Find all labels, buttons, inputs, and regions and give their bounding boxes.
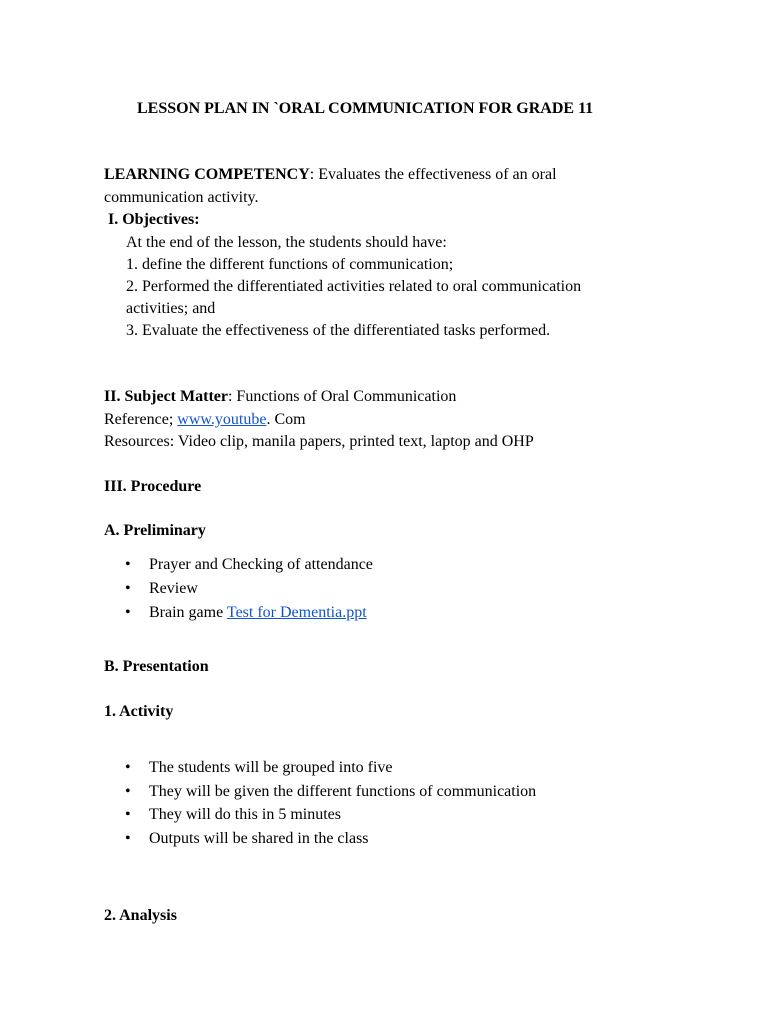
analysis-heading: 2. Analysis [104, 907, 177, 924]
brain-game-link[interactable]: Test for Dementia.ppt [226, 604, 367, 621]
list-item-text: Outputs will be shared in the class [149, 830, 369, 847]
bullet-icon: • [125, 556, 131, 573]
bullet-icon: • [125, 580, 131, 597]
list-item [125, 829, 369, 849]
objective-item-1: 1. define the different functions of communication; [126, 256, 454, 273]
preliminary-heading: A. Preliminary [104, 522, 206, 539]
resources-line: Resources: Video clip, manila papers, printed text, laptop and OHP [104, 433, 534, 450]
reference-suffix: . Com [266, 411, 306, 428]
procedure-heading: III. Procedure [104, 478, 202, 495]
list-item [125, 782, 537, 802]
objective-item-2-cont: activities; and [126, 300, 216, 317]
list-item-text: The students will be grouped into five [149, 759, 393, 776]
competency-line-2: communication activity. [104, 189, 259, 206]
bullet-icon: • [125, 783, 131, 800]
list-item-text: Prayer and Checking of attendance [149, 556, 373, 573]
activity-heading: 1. Activity [104, 703, 174, 720]
bullet-icon: • [125, 604, 131, 621]
subject-matter-text: : Functions of Oral Communication [227, 388, 457, 405]
reference-prefix: Reference; [104, 411, 178, 428]
bullet-icon: • [125, 830, 131, 847]
list-item-text: They will be given the different functions of communication [149, 783, 537, 800]
list-item-text: Review [149, 580, 198, 597]
subject-matter-label: II. Subject Matter [104, 388, 228, 405]
bullet-icon: • [125, 806, 131, 823]
list-item-text: Brain game [149, 604, 227, 621]
list-item [125, 603, 367, 623]
subject-matter-line [104, 387, 456, 407]
list-item [125, 758, 393, 778]
list-item [125, 805, 341, 825]
objective-item-2: 2. Performed the differentiated activities related to oral communication [126, 278, 582, 295]
competency-line-1 [104, 165, 557, 185]
reference-line [104, 410, 306, 430]
list-item-text: They will do this in 5 minutes [149, 806, 341, 823]
list-item [125, 579, 198, 599]
objective-item-3: 3. Evaluate the effectiveness of the differentiated tasks performed. [126, 322, 551, 339]
reference-link[interactable]: www.youtube [177, 411, 267, 428]
objectives-intro: At the end of the lesson, the students should have: [126, 234, 447, 251]
page-title: LESSON PLAN IN `ORAL COMMUNICATION FOR GRADE 11 [137, 100, 594, 117]
list-item [125, 555, 373, 575]
competency-text: : Evaluates the effectiveness of an oral [309, 166, 557, 183]
presentation-heading: B. Presentation [104, 658, 209, 675]
objectives-heading: I. Objectives: [108, 211, 200, 228]
bullet-icon: • [125, 759, 131, 776]
competency-label: LEARNING COMPETENCY [104, 166, 310, 183]
